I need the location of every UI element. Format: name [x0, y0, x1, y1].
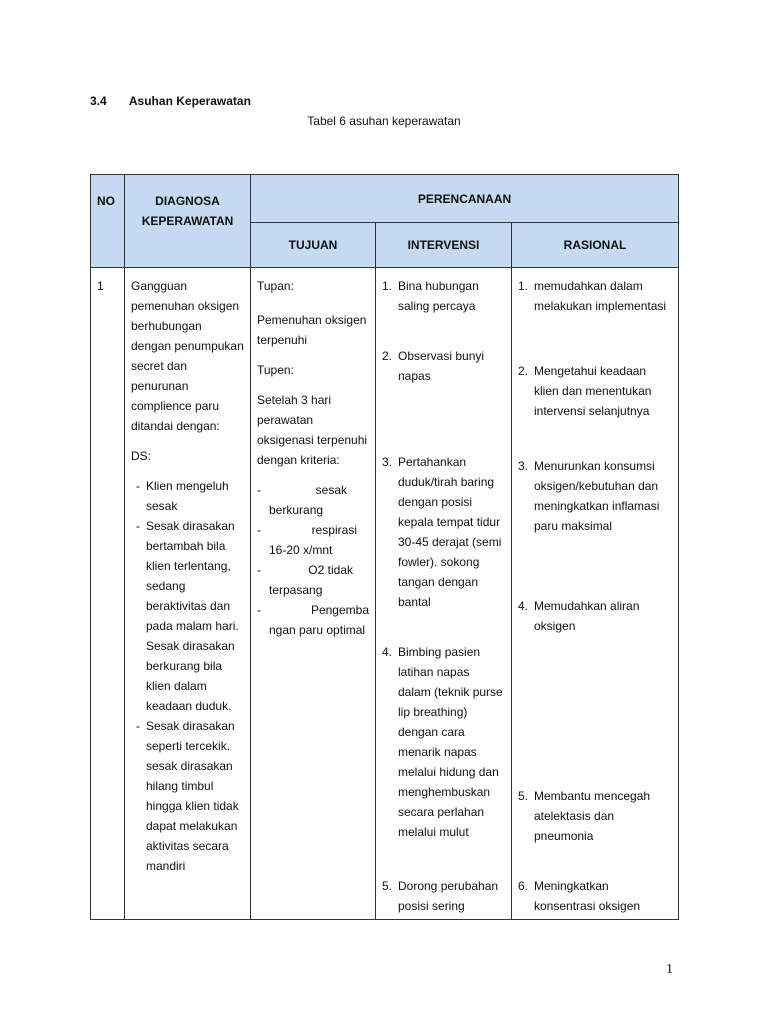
item-number: 3. — [518, 459, 529, 473]
kriteria-item — [257, 600, 369, 640]
kriteria-list — [257, 480, 369, 640]
kriteria-item — [257, 520, 369, 560]
item-text: Mengetahui keadaan klien dan menentukan intervensi selanjutnya — [534, 364, 652, 418]
item-number: 5. — [382, 879, 393, 893]
section-number: 3.4 — [90, 94, 107, 108]
item-text: Membantu mencegah atelektasis dan pneumonia — [534, 789, 651, 843]
intervensi-item — [382, 876, 505, 916]
kriteria-text-b: 16-20 x/mnt — [269, 543, 333, 557]
kriteria-item — [257, 480, 369, 520]
nursing-care-table — [90, 174, 679, 920]
rasional-item — [518, 456, 672, 596]
intervensi-item — [382, 276, 505, 346]
dash: - — [257, 483, 261, 497]
ds-label: DS: — [131, 449, 152, 463]
kriteria-text-a: Pengemba — [310, 603, 369, 617]
tupen-label: Tupen: — [257, 363, 294, 377]
rasional-item — [518, 276, 672, 361]
kriteria-text-b: terpasang — [269, 583, 323, 597]
item-text: Observasi bunyi napas — [398, 349, 485, 383]
tupan-label: Tupan: — [257, 279, 294, 293]
intervensi-item — [382, 452, 505, 642]
dash: - — [257, 523, 261, 537]
item-number: 1. — [382, 279, 393, 293]
item-text: Bina hubungan saling percaya — [398, 279, 479, 313]
header-no: NO — [91, 175, 125, 268]
item-number: 4. — [382, 645, 393, 659]
intervensi-item — [382, 642, 505, 876]
header-diagnosa — [125, 175, 251, 268]
tupen-text: Setelah 3 hari perawatan oksigenasi terpenuhi dengan kriteria: — [257, 393, 368, 467]
rasional-item — [518, 876, 672, 916]
dash: - — [257, 603, 261, 617]
kriteria-text-a: sesak — [315, 483, 347, 497]
kriteria-item — [257, 560, 369, 600]
item-number: 3. — [382, 455, 393, 469]
cell-rasional — [512, 268, 679, 920]
cell-tujuan — [251, 268, 376, 920]
tupan-text: Pemenuhan oksigen terpenuhi — [257, 313, 367, 347]
kriteria-text-a: respirasi — [311, 523, 357, 537]
item-text: Menurunkan konsumsi oksigen/kebutuhan dan meningkatkan inflamasi paru maksimal — [534, 459, 660, 533]
cell-diagnosa — [125, 268, 251, 920]
ds-item: - Sesak dirasakan seperti tercekik. sesak dirasakan hilang timbul hingga klien tidak dapat melakukan aktivitas secara mandiri — [131, 716, 244, 876]
header-diagnosa-line1: DIAGNOSA — [155, 194, 220, 208]
intervensi-list — [382, 276, 505, 916]
kriteria-text-b: ngan paru optimal — [269, 623, 366, 637]
intervensi-item — [382, 346, 505, 452]
ds-list — [131, 476, 244, 876]
rasional-item — [518, 361, 672, 456]
item-text: Bimbing pasien latihan napas dalam (teknik purse lip breathing) dengan cara menarik napas melalui hidung dan menghembuskan secara perlahan melalui mulut — [398, 645, 503, 839]
item-number: 2. — [518, 364, 529, 378]
item-number: 1. — [518, 279, 529, 293]
rasional-item — [518, 596, 672, 786]
cell-intervensi — [376, 268, 512, 920]
header-diagnosa-line2: KEPERAWATAN — [141, 214, 234, 228]
diagnosa-intro: Gangguan pemenuhan oksigen berhubungan dengan penumpukan secret dan penurunan complience paru ditandai dengan: — [131, 279, 244, 433]
item-number: 5. — [518, 789, 529, 803]
header-perencanaan: PERENCANAAN — [251, 175, 679, 223]
ds-item: - Klien mengeluh sesak — [131, 476, 244, 516]
kriteria-text-b: berkurang — [269, 503, 324, 517]
section-title: Asuhan Keperawatan — [128, 94, 251, 108]
dash: - — [257, 563, 261, 577]
cell-no: 1 — [91, 268, 125, 920]
item-text: Pertahankan duduk/tirah baring dengan posisi kepala tempat tidur 30-45 derajat (semi fowler). sokong tangan dengan bantal — [398, 455, 502, 609]
header-rasional: RASIONAL — [512, 223, 679, 268]
item-text: Dorong perubahan posisi sering — [398, 879, 499, 913]
item-text: Memudahkan aliran oksigen — [534, 599, 640, 633]
section-heading — [90, 94, 251, 108]
item-text: memudahkan dalam melakukan implementasi — [534, 279, 667, 313]
item-number: 2. — [382, 349, 393, 363]
item-number: 4. — [518, 599, 529, 613]
header-tujuan: TUJUAN — [251, 223, 376, 268]
kriteria-text-a: O2 tidak — [308, 563, 353, 577]
rasional-list — [518, 276, 672, 916]
item-number: 6. — [518, 879, 529, 893]
header-intervensi: INTERVENSI — [376, 223, 512, 268]
ds-item: - Sesak dirasakan bertambah bila klien terlentang, sedang beraktivitas dan pada malam hari. Sesak dirasakan berkurang bila klien dalam keadaan duduk. — [131, 516, 244, 716]
table-caption: Tabel 6 asuhan keperawatan — [307, 114, 461, 128]
rasional-item — [518, 786, 672, 876]
item-text: Meningkatkan konsentrasi oksigen — [534, 879, 641, 913]
page-number: 1 — [666, 962, 673, 977]
